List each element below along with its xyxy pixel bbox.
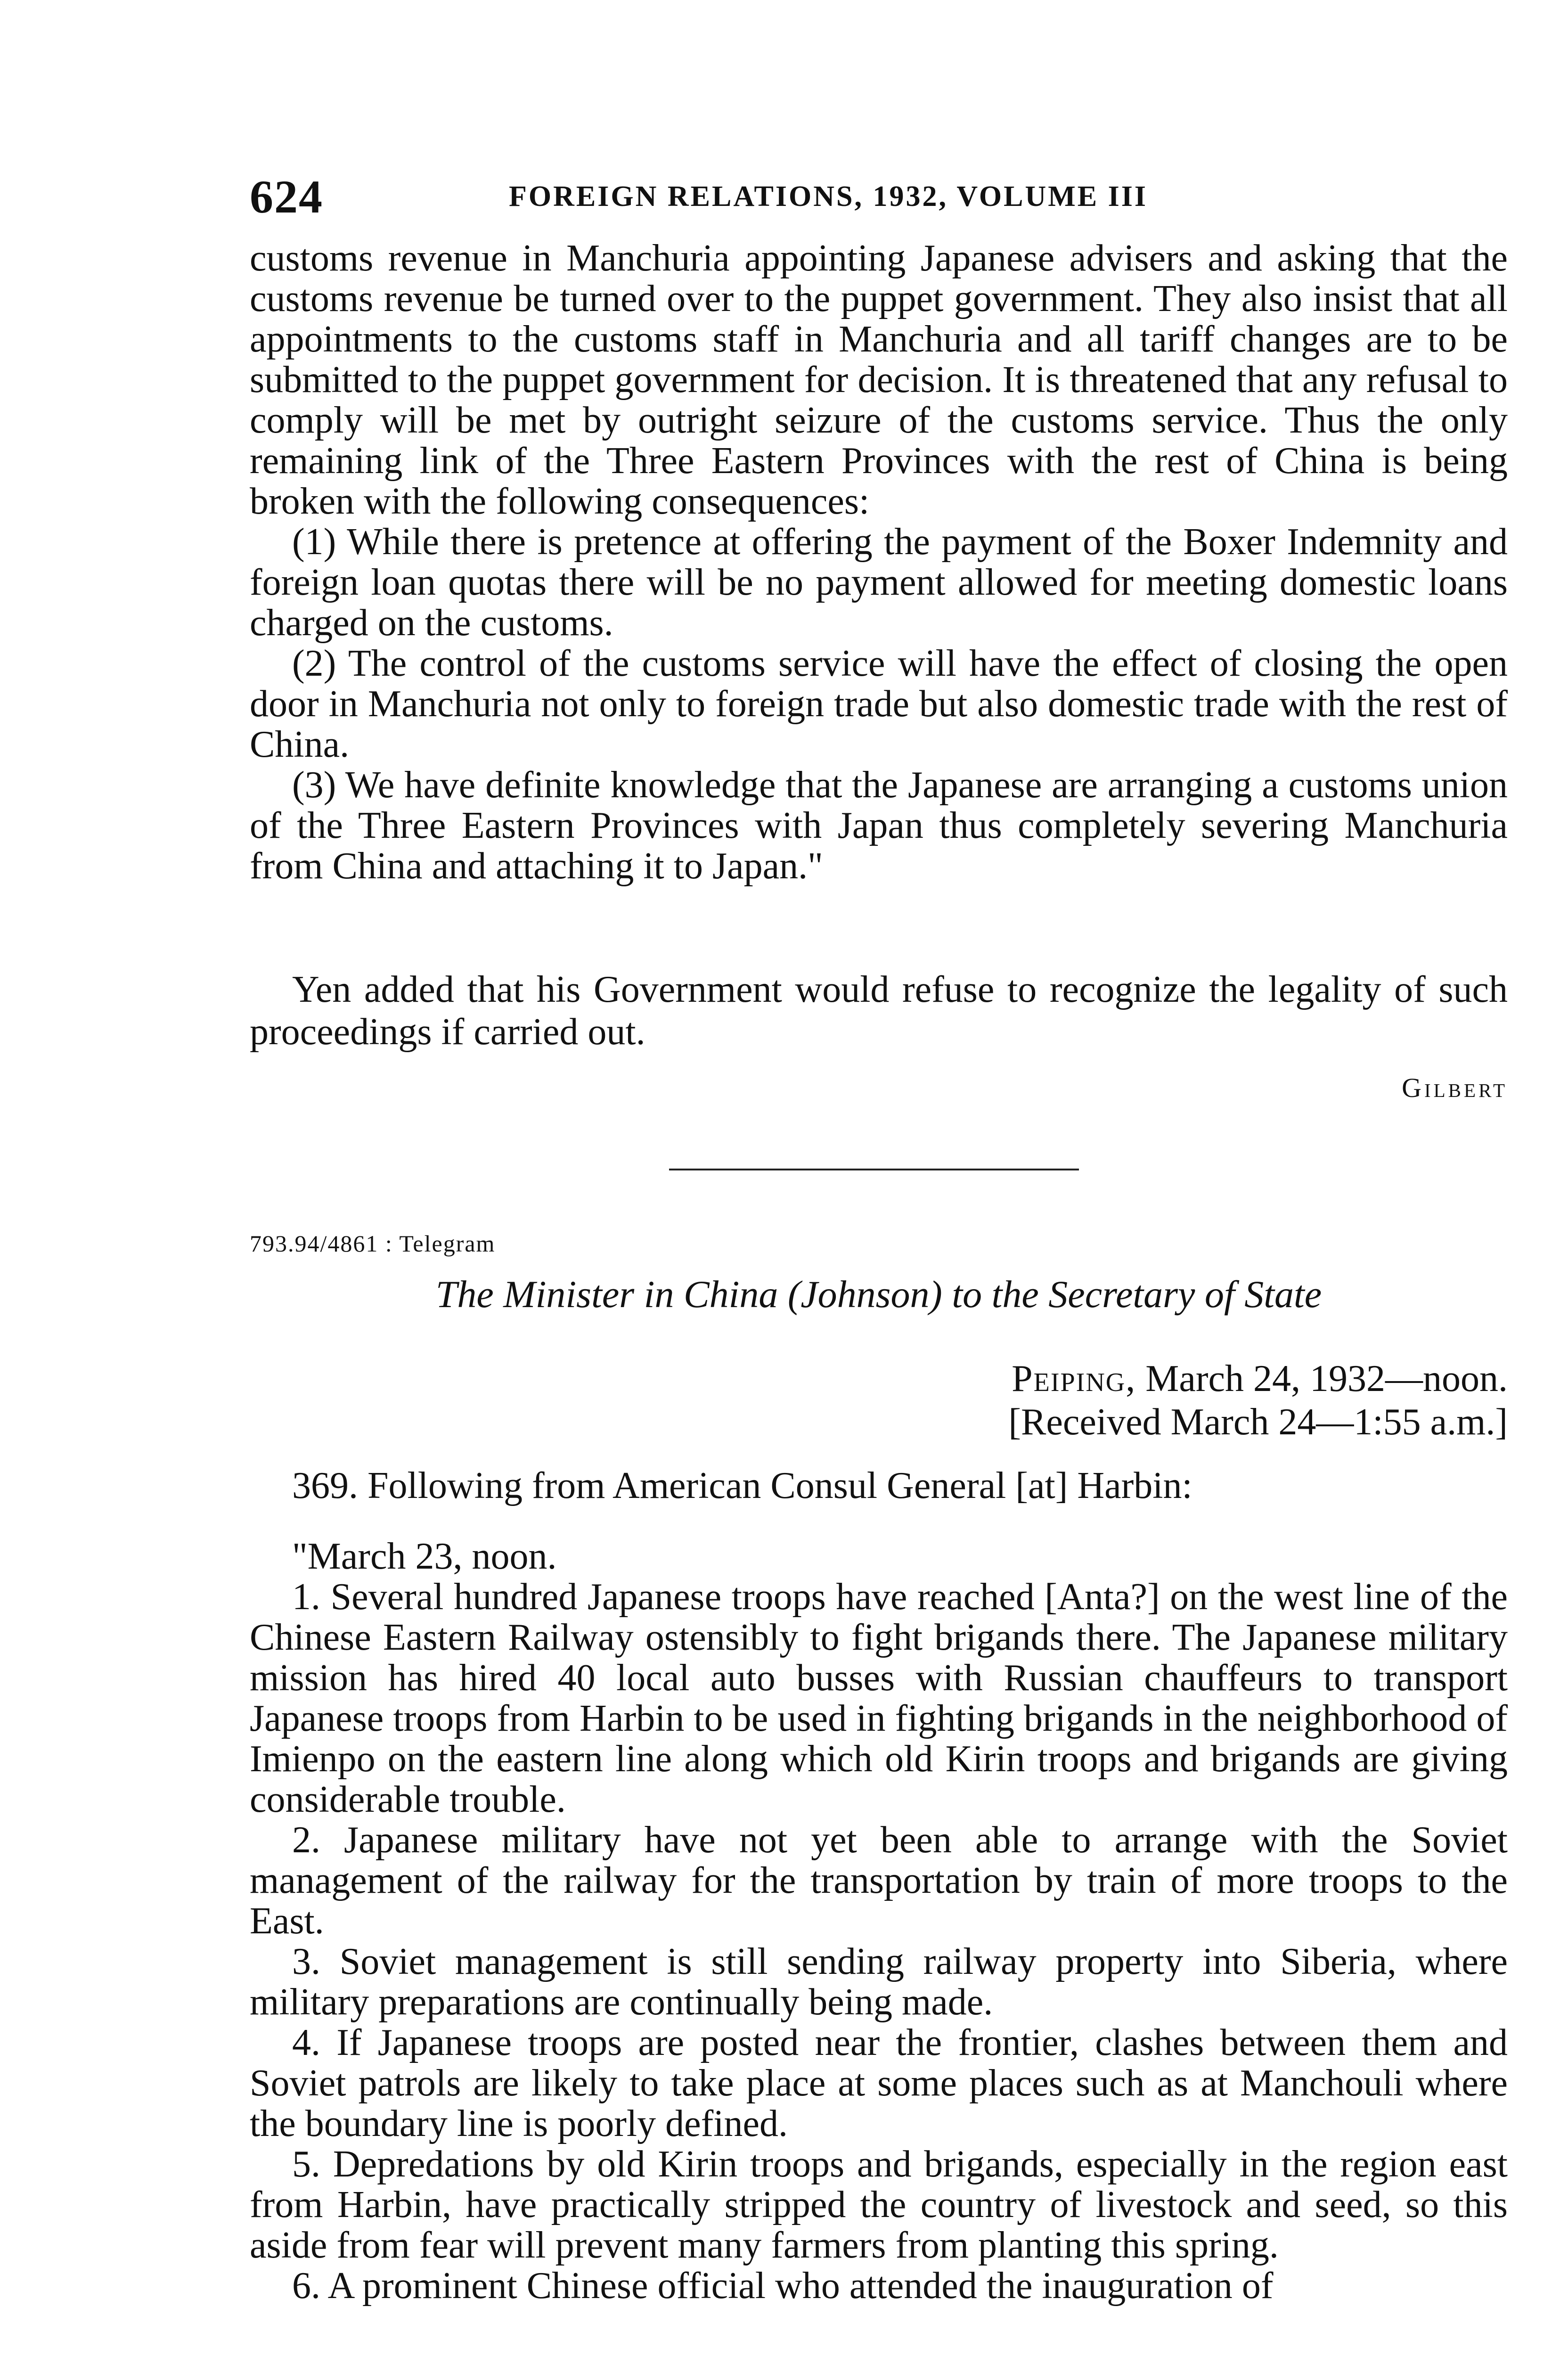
- paragraph: 1. Several hundred Japanese troops have reached [Anta?] on the west line of the Chinese Eastern Railway ostensibly to fight brigands there. The Japanese military mission has hired 40 local auto busses with Russian chauffeurs to transport Japanese troops from Harbin to be used in fighting brigands in the neighborhood of Imienpo on the eastern line along which old Kirin troops and brigands are giving considerable trouble.: [250, 1576, 1508, 1820]
- paragraph: (2) The control of the customs service will have the effect of closing the open door in Manchuria not only to foreign trade but also domestic trade with the rest of China.: [250, 643, 1508, 765]
- telegram-body: [250, 1536, 1508, 2306]
- paragraph: (1) While there is pretence at offering the payment of the Boxer Indemnity and foreign loan quotas there will be no payment allowed for meeting domestic loans charged on the customs.: [250, 521, 1508, 644]
- paragraph: 6. A prominent Chinese official who attended the inauguration of: [292, 2265, 1274, 2307]
- date-line: [1008, 1357, 1508, 1400]
- dateline: [1008, 1357, 1508, 1444]
- document-title: The Minister in China (Johnson) to the Secretary of State: [435, 1273, 1322, 1316]
- paragraph: 5. Depredations by old Kirin troops and brigands, especially in the region east from Harbin, have practically stripped the country of livestock and seed, so this aside from fear will prevent many farmers from planting this spring.: [250, 2143, 1508, 2266]
- paragraph: 4. If Japanese troops are posted near the frontier, clashes between them and Soviet patrols are likely to take place at some places such as at Manchouli where the boundary line is poorly defined.: [250, 2022, 1508, 2144]
- paragraph: 2. Japanese military have not yet been able to arrange with the Soviet management of the railway for the transportation by train of more troops to the East.: [250, 1819, 1508, 1942]
- paragraph: 3. Soviet management is still sending railway property into Siberia, where military preparations are continually being made.: [250, 1941, 1508, 2023]
- signature-text: Gilbert: [1402, 1072, 1508, 1103]
- date: March 24, 1932—noon.: [1145, 1358, 1508, 1399]
- running-head: FOREIGN RELATIONS, 1932, VOLUME III: [509, 180, 1148, 213]
- received-line: [Received March 24—1:55 a.m.]: [1008, 1401, 1508, 1443]
- page-number: 624: [250, 171, 323, 223]
- place: Peiping,: [1012, 1358, 1136, 1399]
- first-document-body: [250, 238, 1508, 886]
- paragraph: (3) We have definite knowledge that the Japanese are arranging a customs union of the Three Eastern Provinces with Japan thus completely severing Manchuria from China and attaching it to Japan.": [250, 764, 1508, 887]
- paragraph: customs revenue in Manchuria appointing Japanese advisers and asking that the customs revenue be turned over to the puppet government. They also insist that all appointments to the customs staff in Manchuria and all tariff changes are to be submitted to the puppet government for decision. It is threatened that any refusal to comply will be met by outright seizure of the customs service. Thus the only remaining link of the Three Eastern Provinces with the rest of China is being broken with the following consequences:: [250, 237, 1508, 522]
- telegram-opening: [250, 1465, 1508, 1506]
- signature: [1402, 1072, 1508, 1104]
- section-divider: [669, 1169, 1079, 1170]
- closing-paragraph: [250, 968, 1508, 1053]
- page-header: [250, 170, 1508, 226]
- paragraph: 369. Following from American Consul General [at] Harbin:: [292, 1465, 1192, 1506]
- paragraph: Yen added that his Government would refuse to recognize the legality of such proceedings if carried out.: [250, 969, 1508, 1053]
- paragraph: "March 23, noon.: [292, 1536, 557, 1577]
- file-reference: 793.94/4861 : Telegram: [250, 1230, 496, 1257]
